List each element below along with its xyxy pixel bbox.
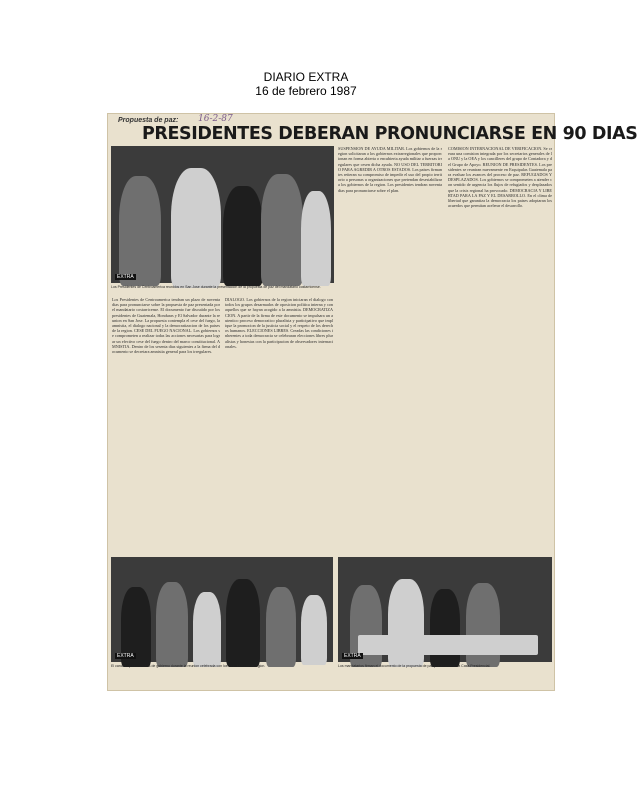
photo-credit: EXTRA [117, 653, 134, 659]
photo-credit: EXTRA [117, 274, 134, 280]
publication-date: 16 de febrero 1987 [255, 84, 357, 98]
document-header [0, 70, 612, 98]
article-column: DIALOGO. Los gobiernos de la region iniciaran el dialogo con todos los grupos desarmados de oposicion politica interna y con aquellos que se hayan acogido a la amnistia. DEMOCRATIZACION. A partir de la firma de este documento se impulsara un autentico proceso democratico pluralista y participativo que implique la promocion de la justicia social y el respeto de los derechos humanos. ELECCIONES LIBRES. Creadas las condiciones inherentes a toda democracia se celebraran elecciones libres pluralistas y honestas con la participacion de observadores internacionales. [225, 297, 333, 349]
table-surface [358, 635, 538, 655]
bottom-left-photo [111, 557, 333, 662]
person-figure [119, 176, 161, 286]
person-figure [261, 174, 303, 286]
newspaper-clipping [107, 113, 637, 691]
person-figure [226, 579, 260, 667]
article-column: SUSPENSION DE AYUDA MILITAR. Los gobiernos de la region solicitaran a los gobiernos extrarregionales que proporcionan en forma abierta o encubierta ayuda militar a fuerzas irregulares que cesen dicha ayuda. NO USO DEL TERRITORIO PARA AGREDIR A OTROS ESTADOS. Los paises firmantes reiteran su compromiso de impedir el uso del propio territorio a personas u organizaciones que pretendan desestabilizar a los gobiernos de la region. Los presidentes tendran noventa dias para pronunciarse sobre el plan. [338, 146, 442, 193]
article-column: COMISION INTERNACIONAL DE VERIFICACION. Se creara una comision integrada por los secretarios generales de la ONU y la OEA y los cancilleres del grupo de Contadora y del Grupo de Apoyo. REUNION DE PRESIDENTES. Los presidentes se reuniran nuevamente en Esquipulas Guatemala para evaluar los avances del proceso de paz. REFUGIADOS Y DESPLAZADOS. Los gobiernos se comprometen a atender con sentido de urgencia los flujos de refugiados y desplazados que la crisis regional ha provocado. DEMOCRACIA Y LIBERTAD PARA LA PAZ Y EL DESARROLLO. En el clima de libertad que garantiza la democracia los paises adoptaran los acuerdos que permitan acelerar el desarrollo. [448, 146, 552, 209]
article-column: Los Presidentes de Centroamerica tendran un plazo de noventa dias para pronunciarse sobre la propuesta de paz presentada por el mandatario costarricense. El documento fue discutido por los presidentes de Guatemala, Honduras y El Salvador durante la reunion en San Jose. La propuesta contempla el cese del fuego, la amnistia, el dialogo nacional y la democratizacion de los paises de la region. CESE DEL FUEGO NACIONAL. Los gobiernos se comprometen a realizar todas las acciones necesarias para lograr un efectivo cese del fuego dentro del marco constitucional. AMNISTIA. Dentro de los sesenta dias siguientes a la firma del documento se decretara amnistia general para los irregulares. [112, 297, 220, 355]
top-photo [111, 146, 334, 283]
photo-caption: Los mandatarios firman el documento de la propuesta de paz presentada en la Casa Presidencial. [338, 664, 491, 668]
kicker-label: Propuesta de paz: [118, 117, 179, 124]
newspaper-name: DIARIO EXTRA [263, 70, 349, 84]
person-figure [301, 595, 327, 665]
photo-caption: Los Presidentes de Centroamerica reunidos en San Jose durante la presentacion de la propuesta de paz del mandatario costarricense. [111, 285, 321, 289]
handwritten-date: 16-2-87 [198, 114, 233, 124]
bottom-right-photo [338, 557, 552, 662]
photo-credit: EXTRA [344, 653, 361, 659]
person-figure [266, 587, 296, 667]
person-figure [156, 582, 188, 667]
person-figure [430, 589, 460, 667]
photo-caption: El canciller y funcionarios de gobierno durante la reunion celebrada con los cancilleres de la region. [111, 664, 266, 668]
person-figure [223, 186, 263, 286]
person-figure [301, 191, 331, 286]
headline: PRESIDENTES DEBERAN PRONUNCIARSE EN 90 DIAS [142, 124, 637, 144]
person-figure [193, 592, 221, 667]
person-figure [171, 168, 221, 288]
